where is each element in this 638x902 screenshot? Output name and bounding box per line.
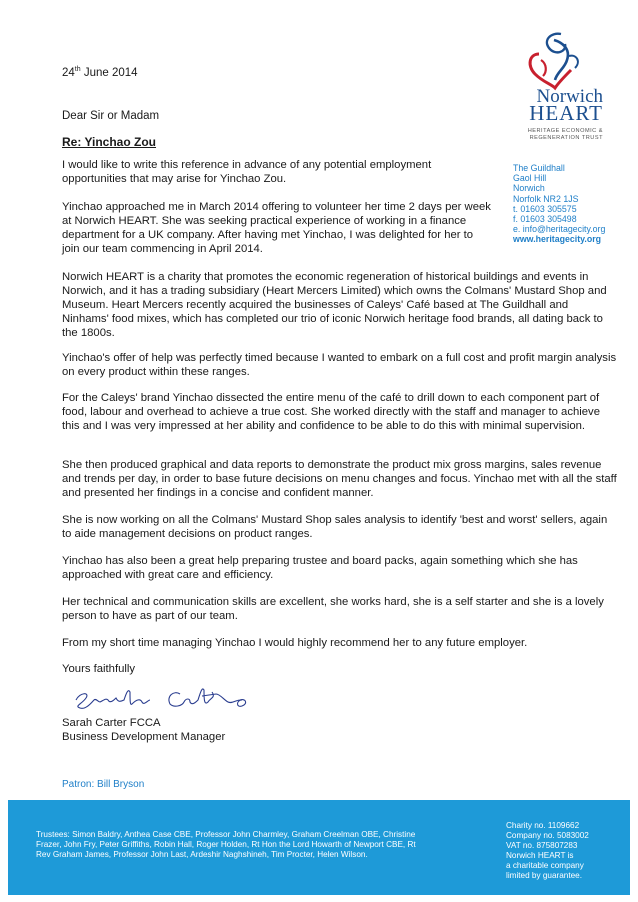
body-paragraph-9 bbox=[62, 595, 617, 623]
charity-info bbox=[506, 821, 616, 881]
paragraph-text: She then produced graphical and data reports to demonstrate the product mix gross margins, sales revenue and trends per day, in order to base future decisions on menu changes and focus. Yinchao met with all the staff and presented her findings in a concise and confident manner. bbox=[62, 459, 617, 499]
address-email[interactable]: e. info@heritagecity.org bbox=[513, 224, 606, 235]
address-line: Norwich bbox=[513, 183, 545, 194]
charity-status-line: Norwich HEART is bbox=[506, 851, 574, 860]
closing-text: Yours faithfully bbox=[62, 663, 136, 675]
body-paragraph-4 bbox=[62, 351, 617, 379]
footer-band bbox=[8, 800, 630, 895]
address-website[interactable]: www.heritagecity.org bbox=[513, 234, 601, 245]
paragraph-text: From my short time managing Yinchao I would highly recommend her to any future employer. bbox=[62, 637, 528, 649]
company-number: Company no. 5083002 bbox=[506, 831, 589, 840]
paragraph-text: I would like to write this reference in advance of any potential employment opportunities that may arise for Yinchao Zou. bbox=[62, 159, 432, 185]
body-paragraph-2 bbox=[62, 200, 492, 256]
vat-number: VAT no. 875807283 bbox=[506, 841, 578, 850]
address-fax: f. 01603 305498 bbox=[513, 214, 577, 225]
address-line: Gaol Hill bbox=[513, 173, 547, 184]
logo-tagline-line1: HERITAGE ECONOMIC & bbox=[527, 128, 603, 134]
letter-date bbox=[62, 66, 138, 79]
date-day: 24 bbox=[62, 66, 75, 79]
trustees-list: Trustees: Simon Baldry, Anthea Case CBE, Professor John Charmley, Graham Creelman OBE, Christine Frazer, John Fry, Peter Griffiths, Robin Hall, Roger Holden, Rt Hon the Lord Howarth of Newport CBE, Rt Rev Graham James, Professor John Last, Ardeshir Naghshineh, Tim Procter, Helen Wilson. bbox=[36, 830, 416, 859]
body-paragraph-1 bbox=[62, 158, 492, 186]
address-line: Norfolk NR2 1JS bbox=[513, 193, 579, 204]
paragraph-text: Yinchao approached me in March 2014 offering to volunteer her time 2 days per week at Norwich HEART. She was seeking practical experience of working in a finance department for a UK company. After having met Yinchao, I was delighted for her to join our team commencing in April 2014. bbox=[62, 201, 491, 255]
charity-status-line: limited by guarantee. bbox=[506, 871, 583, 880]
closing bbox=[62, 662, 617, 676]
body-paragraph-3 bbox=[62, 270, 617, 340]
logo-tagline-line2: REGENERATION TRUST bbox=[529, 135, 603, 141]
patron-line: Patron: Bill Bryson bbox=[62, 779, 145, 790]
charity-status-line: a charitable company bbox=[506, 861, 584, 870]
paragraph-text: For the Caleys' brand Yinchao dissected the entire menu of the café to drill down to each component part of food, labour and overhead to achieve a true cost. She worked directly with the staff and manager to achieve this and I was very impressed at her ability and confidence to be able to do this with minimal supervision. bbox=[62, 392, 600, 432]
logo-tagline bbox=[528, 128, 603, 142]
paragraph-text: Her technical and communication skills are excellent, she works hard, she is a self starter and she is a lovely person to have as part of our team. bbox=[62, 596, 604, 622]
body-paragraph-7 bbox=[62, 513, 617, 541]
address-phone: t. 01603 305575 bbox=[513, 203, 577, 214]
paragraph-text: She is now working on all the Colmans' Mustard Shop sales analysis to identify 'best and worst' sellers, again to aide management decisions on product ranges. bbox=[62, 514, 608, 540]
date-suffix: th bbox=[74, 66, 81, 73]
charity-number: Charity no. 1109662 bbox=[506, 821, 580, 830]
subject-line: Re: Yinchao Zou bbox=[62, 135, 157, 149]
signature-block bbox=[62, 716, 225, 744]
handwritten-signature bbox=[70, 678, 270, 718]
heart-swirl-icon bbox=[521, 30, 591, 92]
logo-wordmark bbox=[529, 86, 603, 125]
sender-address bbox=[513, 163, 605, 245]
paragraph-text: Yinchao's offer of help was perfectly timed because I wanted to embark on a full cost and profit margin analysis on every product within these ranges. bbox=[62, 352, 617, 378]
logo-name-line2: HEART bbox=[529, 101, 603, 125]
body-paragraph-6 bbox=[62, 458, 617, 500]
body-paragraph-8 bbox=[62, 554, 617, 582]
body-paragraph-10 bbox=[62, 636, 617, 650]
paragraph-text: Yinchao has also been a great help preparing trustee and board packs, again something which she has approached with great care and efficiency. bbox=[62, 555, 578, 581]
signer-title: Business Development Manager bbox=[62, 731, 226, 743]
logo-name-line1: Norwich bbox=[536, 86, 603, 107]
body-paragraph-5 bbox=[62, 391, 617, 433]
paragraph-text: Norwich HEART is a charity that promotes the economic regeneration of historical buildings and events in Norwich, and it has a trading subsidiary (Heart Mercers Limited) which owns the Colmans' Mustard Shop and Museum. Heart Mercers recently acquired the businesses of Caleys' Café based at The Guildhall and Ninhams' food mixes, which has completed our trio of iconic Norwich heritage food brands, all dating back to the 1800s. bbox=[62, 271, 607, 339]
salutation: Dear Sir or Madam bbox=[62, 110, 160, 122]
signer-name: Sarah Carter FCCA bbox=[62, 717, 161, 729]
address-line: The Guildhall bbox=[513, 163, 565, 173]
date-month-year: June 2014 bbox=[80, 66, 138, 79]
